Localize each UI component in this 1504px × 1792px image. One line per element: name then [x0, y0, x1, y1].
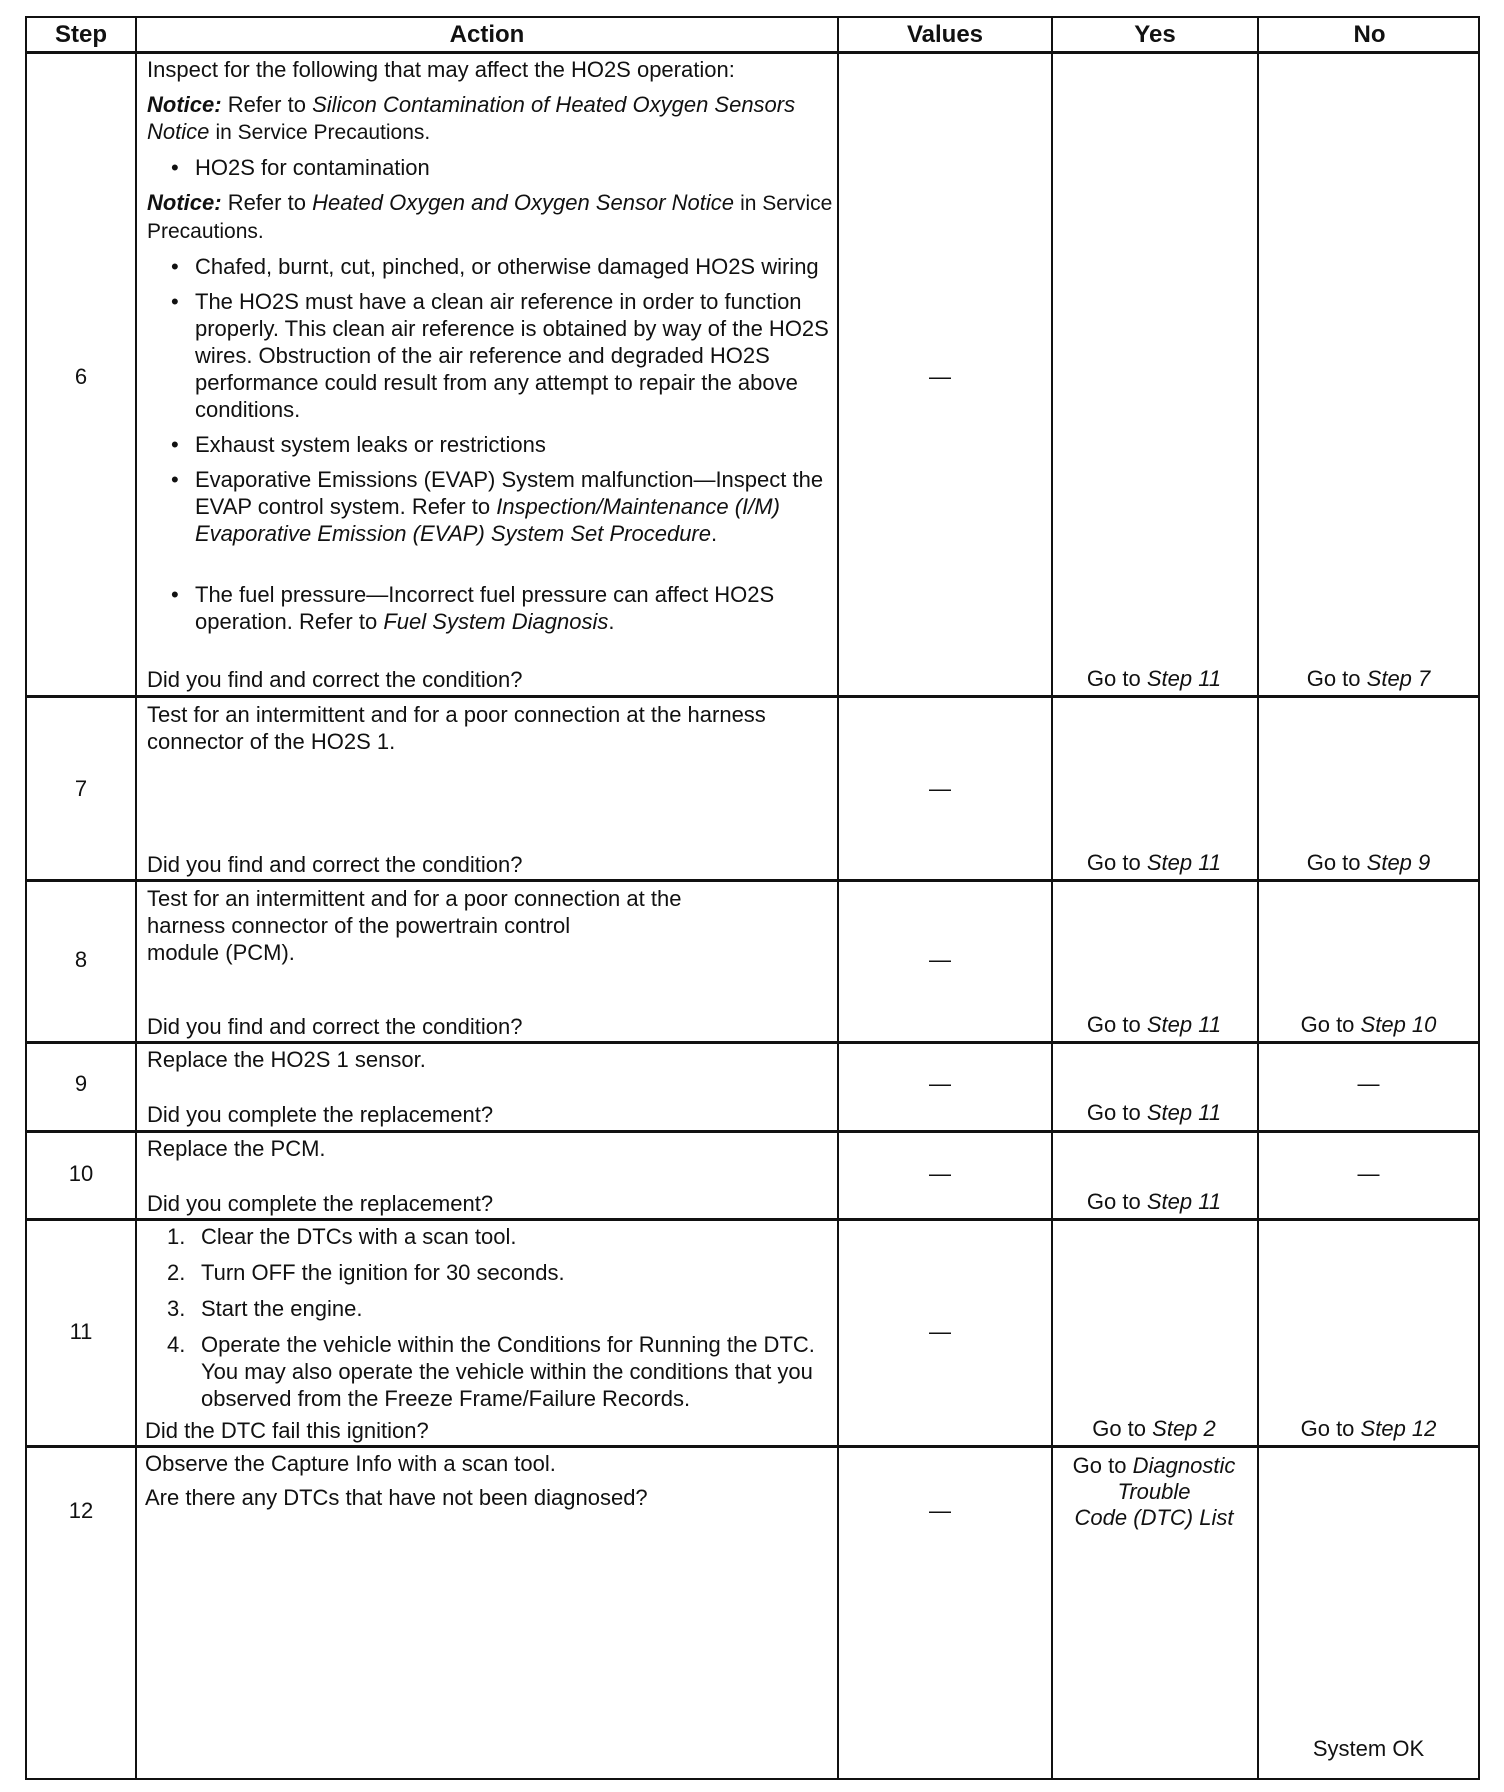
row-divider	[27, 695, 1478, 698]
no-cell: System OK	[1312, 1736, 1425, 1761]
list-item: 4. Operate the vehicle within the Conditions for Running the DTC. You may also operate the vehicle within the conditions that you observed from the Freeze Frame/Failure Records.	[167, 1332, 815, 1411]
no-cell: Go to Step 10	[1300, 1012, 1437, 1037]
row-divider	[27, 1041, 1478, 1044]
list-item: • Chafed, burnt, cut, pinched, or otherwise damaged HO2S wiring	[147, 253, 837, 280]
step-number: 11	[69, 1319, 93, 1344]
action-text: Observe the Capture Info with a scan tool.	[145, 1451, 556, 1476]
step-number: 7	[74, 776, 88, 801]
row-divider	[27, 1218, 1478, 1221]
action-steps	[145, 1223, 835, 1421]
notice-2: Notice: Refer to Heated Oxygen and Oxygen Sensor Notice in Service Precautions.	[147, 190, 833, 243]
step-number: 10	[68, 1161, 94, 1186]
action-text: Replace the HO2S 1 sensor.	[147, 1047, 426, 1072]
step-number: 9	[74, 1071, 88, 1096]
row-divider	[27, 1130, 1478, 1133]
list-item: 3. Start the engine.	[167, 1296, 363, 1321]
list-item: • Exhaust system leaks or restrictions	[147, 431, 837, 458]
header-action: Action	[449, 21, 525, 48]
action-cell	[147, 56, 837, 696]
action-text: Replace the PCM.	[147, 1136, 326, 1161]
yes-cell: Go to Diagnostic Trouble Code (DTC) List	[1072, 1453, 1236, 1530]
action-question: Did you complete the replacement?	[147, 1102, 494, 1127]
values-dash: —	[929, 1071, 951, 1096]
list-item: • The fuel pressure—Incorrect fuel pressure can affect HO2S operation. Refer to Fuel System Diagnosis.	[147, 581, 837, 635]
action-question: Did the DTC fail this ignition?	[145, 1418, 429, 1443]
list-item: • The HO2S must have a clean air reference in order to function properly. This clean air reference is obtained by way of the HO2S wires. Obstruction of the air reference and degraded HO2S performance could result from any attempt to repair the above conditions.	[147, 288, 837, 423]
numbered-list	[145, 1223, 835, 1412]
action-question: Are there any DTCs that have not been diagnosed?	[145, 1485, 648, 1510]
notice-1: Notice: Refer to Silicon Contamination of Heated Oxygen Sensors Notice in Service Precautions.	[147, 92, 796, 144]
action-text: Test for an intermittent and for a poor connection at the harness connector of the HO2S 1.	[147, 702, 766, 754]
values-dash: —	[929, 947, 951, 972]
header-yes: Yes	[1134, 21, 1176, 48]
column-divider	[1257, 18, 1259, 1778]
no-cell: Go to Step 9	[1306, 850, 1431, 875]
no-cell: Go to Step 7	[1306, 666, 1431, 691]
bullet-list	[147, 253, 837, 635]
step-number: 8	[74, 947, 88, 972]
action-question: Did you find and correct the condition?	[147, 1014, 523, 1039]
values-dash: —	[929, 1319, 951, 1344]
row-divider	[27, 1445, 1478, 1448]
action-question: Did you find and correct the condition?	[147, 667, 523, 692]
values-dash: —	[929, 776, 951, 801]
column-divider	[135, 18, 137, 1778]
header-no: No	[1353, 21, 1386, 48]
no-cell: Go to Step 12	[1300, 1416, 1437, 1441]
step-number: 6	[74, 364, 88, 389]
header-values: Values	[906, 21, 984, 48]
yes-cell: Go to Step 11	[1086, 1189, 1222, 1214]
list-item: 2. Turn OFF the ignition for 30 seconds.	[167, 1260, 565, 1285]
diagnostic-table	[25, 16, 1480, 1780]
yes-cell: Go to Step 2	[1092, 1416, 1216, 1441]
yes-cell: Go to Step 11	[1086, 666, 1222, 691]
values-dash: —	[929, 364, 951, 389]
yes-cell: Go to Step 11	[1086, 1100, 1222, 1125]
yes-cell: Go to Step 11	[1086, 850, 1222, 875]
action-question: Did you complete the replacement?	[147, 1191, 494, 1216]
table-header	[27, 18, 1478, 54]
list-item: • HO2S for contamination	[147, 154, 837, 181]
action-intro: Inspect for the following that may affect the HO2S operation:	[147, 57, 735, 82]
no-dash: —	[1357, 1161, 1380, 1186]
values-dash: —	[929, 1161, 951, 1186]
yes-cell: Go to Step 11	[1086, 1012, 1222, 1037]
list-item: • Evaporative Emissions (EVAP) System malfunction—Inspect the EVAP control system. Refer to Inspection/Maintenance (I/M) Evaporative Emission (EVAP) System Set Procedure.	[147, 466, 837, 547]
action-question: Did you find and correct the condition?	[147, 852, 523, 877]
row-divider	[27, 879, 1478, 882]
no-dash: —	[1357, 1071, 1380, 1096]
values-dash: —	[929, 1498, 951, 1523]
action-text: Test for an intermittent and for a poor connection at the harness connector of the powertrain control module (PCM).	[147, 886, 682, 965]
step-number: 12	[68, 1498, 94, 1523]
bullet-list	[147, 154, 837, 181]
list-item: 1. Clear the DTCs with a scan tool.	[167, 1224, 517, 1249]
header-step: Step	[54, 21, 107, 48]
